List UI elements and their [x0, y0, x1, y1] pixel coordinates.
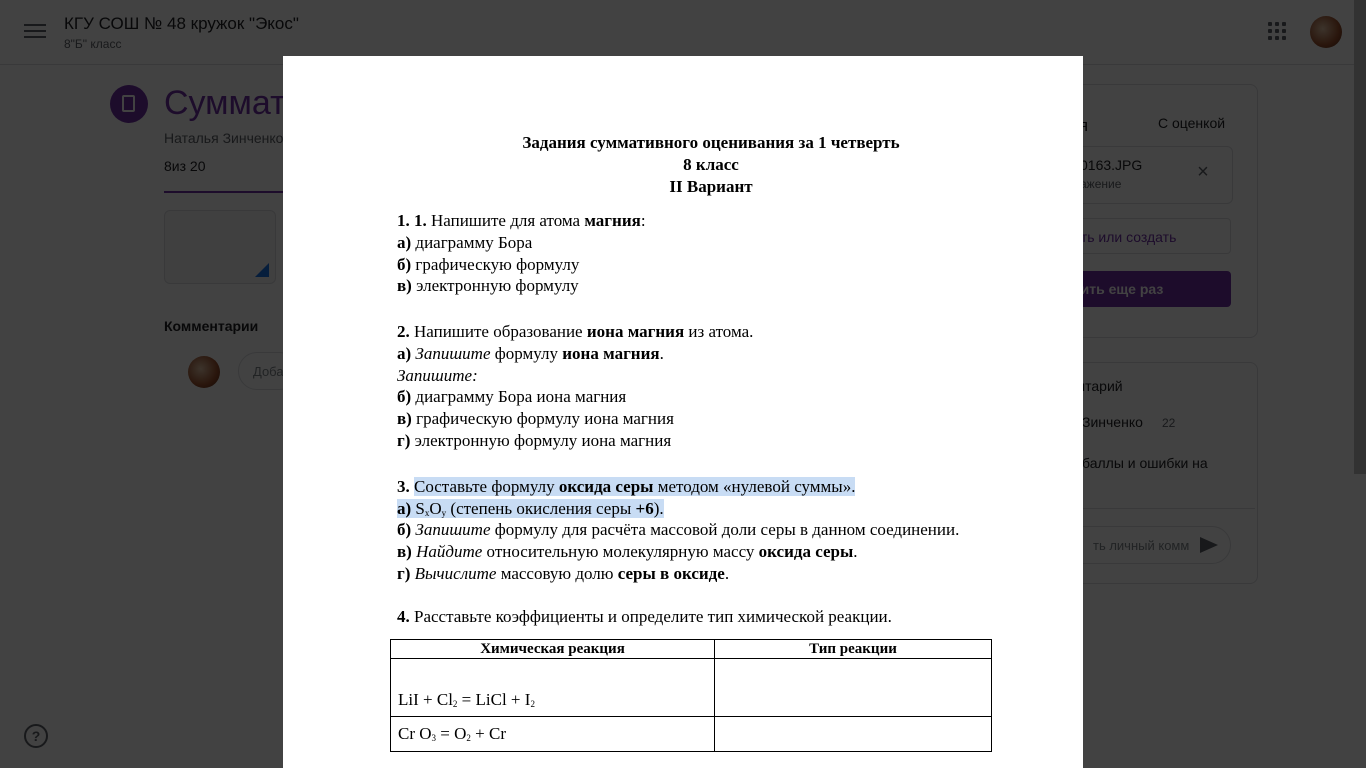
question-3b: б) Запишите формулу для расчёта массовой доли серы в данном соединении.	[397, 520, 960, 539]
table-row	[391, 659, 992, 717]
question-1b: б) графическую формулу	[397, 255, 580, 274]
question-2-write: Запишите:	[397, 366, 478, 385]
question-2: 2. Напишите образование иона магния из атома.	[397, 322, 754, 341]
table-header-type: Тип реакции	[715, 640, 992, 659]
question-2c: в) графическую формулу иона магния	[397, 409, 674, 428]
reaction-cell: Cr $O_3 = O_2 + Cr$	[391, 717, 715, 752]
question-1c: в) электронную формулу	[397, 276, 579, 295]
doc-variant: II Вариант	[669, 177, 753, 196]
question-3a: а) $S_xO_y$ (степень окисления серы +6).	[397, 499, 664, 518]
reaction-type-cell	[715, 717, 992, 752]
reaction-cell: LiI + $Cl_2$ = LiCl + $I_2$	[391, 659, 715, 717]
question-2a: а) Запишите формулу иона магния.	[397, 344, 664, 363]
question-4: 4. Расставьте коэффициенты и определите тип химической реакции.	[397, 607, 892, 626]
question-2d: г) электронную формулу иона магния	[397, 431, 672, 450]
question-3: 3. Составьте формулу оксида серы методом «нулевой суммы».	[397, 477, 856, 496]
question-3d: г) Вычислите массовую долю серы в оксиде.	[397, 564, 730, 583]
reactions-table	[390, 639, 992, 752]
doc-grade: 8 класс	[683, 155, 739, 174]
question-3c: в) Найдите относительную молекулярную массу оксида серы.	[397, 542, 858, 561]
question-2b: б) диаграмму Бора иона магния	[397, 387, 627, 406]
doc-heading: Задания суммативного оценивания за 1 четверть	[522, 133, 900, 152]
question-1a: а) диаграмму Бора	[397, 233, 533, 252]
reaction-type-cell	[715, 659, 992, 717]
table-header-reaction: Химическая реакция	[391, 640, 715, 659]
question-1: 1. 1. Напишите для атома магния:	[397, 211, 646, 230]
table-row	[391, 717, 992, 752]
document-preview	[283, 56, 1083, 768]
